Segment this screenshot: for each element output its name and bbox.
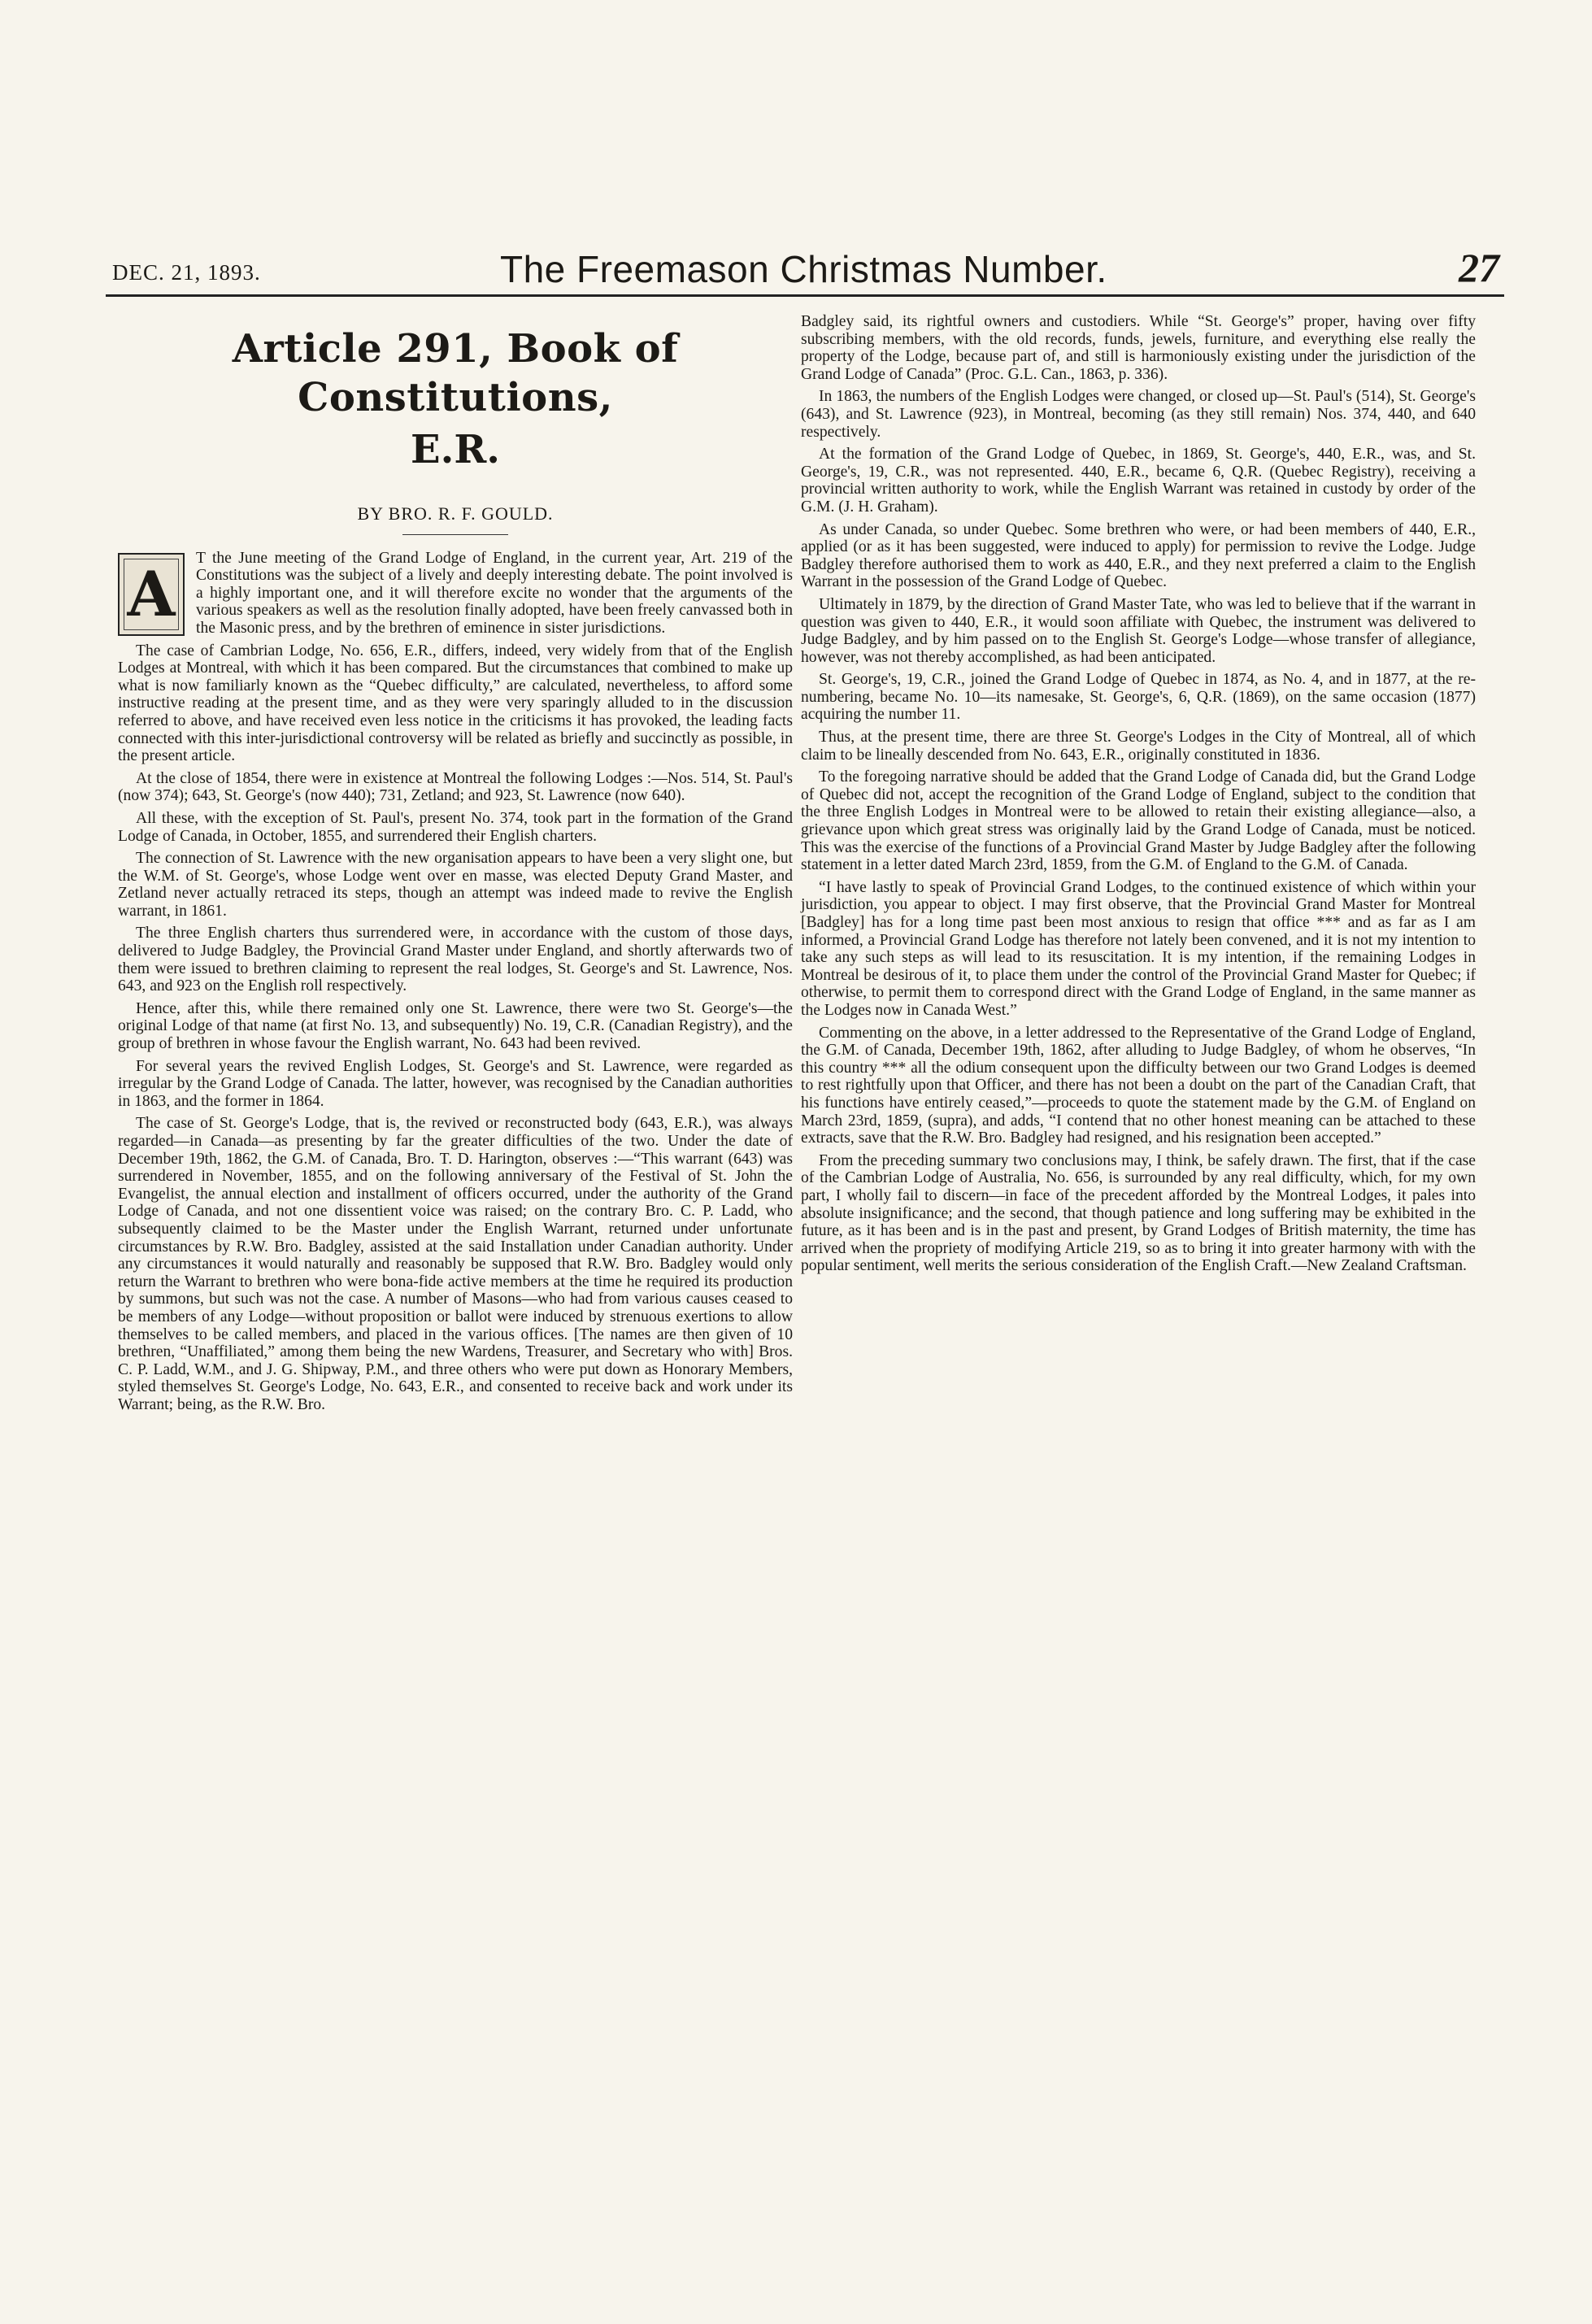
issue-date: DEC. 21, 1893.: [112, 260, 261, 285]
article-subtitle: E.R.: [411, 427, 500, 472]
paragraph: As under Canada, so under Quebec. Some brethren who were, or had been members of 440, E.R., applied (or as it has been suggested, were induced to apply) for permission to revive the Lodge. Judge Badgley therefore authorised them to work as 440, E.R., and they next preferred a claim to the English Warrant in the possession of the Grand Lodge of Quebec.: [801, 520, 1476, 591]
article-title: Article 291, Book of Constitutions,: [232, 326, 679, 420]
paragraph: In 1863, the numbers of the English Lodges were changed, or closed up—St. Paul's (514), St. George's (643), and St. Lawrence (923), in Montreal, becoming (as they still remain) Nos. 374, 440, and 640 respectively.: [801, 388, 1476, 441]
paragraph: From the preceding summary two conclusions may, I think, be safely drawn. The first, that if the case of the Cambrian Lodge of Australia, No. 656, is surrounded by any real difficulty, which, for my own part, I wholly fail to discern—in face of the precedent afforded by the Montreal Lodges, it pales into absolute insignificance; and the second, that though patience and long suffering may be exhibited in the future, as it has been and is in the past and present, by Grand Lodges of British maternity, the time has arrived when the propriety of modifying Article 219, so as to bring it into greater harmony with with the popular sentiment, well merits the serious consideration of the English Craft.—New Zealand Craftsman.: [801, 1151, 1476, 1275]
paragraph: “I have lastly to speak of Provincial Grand Lodges, to the continued existence of which within your jurisdiction, you appear to object. I may first observe, that the Provincial Grand Master for Montreal [Badgley] has for a long time past been most anxious to resign that office *** and as far as I am informed, a Provincial Grand Lodge has therefore not lately been convened, and it is not my intention to take any such steps as will lead to its resuscitation. It is my intention, if the remaining Lodges in Montreal be desirous of it, to place them under the control of the Provincial Grand Master for Quebec; if otherwise, to permit them to correspond direct with the Grand Lodge of England, in the same manner as the Lodges now in Canada West.”: [801, 878, 1476, 1019]
paragraph: At the close of 1854, there were in existence at Montreal the following Lodges :—Nos. 514, St. Paul's (now 374); 643, St. George's (now 440); 731, Zetland; and 923, St. Lawrence (now 640).: [118, 769, 793, 805]
paragraph: All these, with the exception of St. Paul's, present No. 374, took part in the formation of the Grand Lodge of Canada, in October, 1855, and surrendered their English charters.: [118, 809, 793, 845]
header-rule: [106, 294, 1504, 297]
paragraph: Thus, at the present time, there are three St. George's Lodges in the City of Montreal, all of which claim to be lineally descended from No. 643, E.R., originally constituted in 1836.: [801, 729, 1476, 764]
paragraph: Badgley said, its rightful owners and custodiers. While “St. George's” proper, having over fifty subscribing members, with the old records, funds, jewels, furniture, and everything else really the property of the Lodge, because part of, and still is harmoniously existing under the jurisdiction of the Grand Lodge of Canada” (Proc. G.L. Can., 1863, p. 336).: [801, 313, 1476, 383]
running-head: [106, 244, 1504, 293]
paragraph: At the formation of the Grand Lodge of Quebec, in 1869, St. George's, 440, E.R., was, and St. George's, 19, C.R., was not represented. 440, E.R., became 6, Q.R. (Quebec Registry), receiving a provincial written authority to work, while the English Warrant was retained in custody by order of the G.M. (J. H. Graham).: [801, 446, 1476, 516]
paragraph: To the foregoing narrative should be added that the Grand Lodge of Canada did, but the Grand Lodge of Quebec did not, accept the recognition of the Grand Lodge of England, subject to the condition that the three English Lodges in Montreal were to be allowed to retain their existing allegiance—also, a grievance upon which great stress was originally laid by the Grand Lodge of Canada, must be noticed. This was the exercise of the functions of a Provincial Grand Master by Judge Badgley after the following statement in a letter dated March 23rd, 1859, from the G.M. of England to the G.M. of Canada.: [801, 768, 1476, 874]
byline: BY BRO. R. F. GOULD.: [357, 503, 554, 524]
left-column: [118, 313, 793, 1419]
paragraph: [118, 550, 793, 638]
paragraph-text: T the June meeting of the Grand Lodge of England, in the current year, Art. 219 of the Constitutions was the subject of a lively and deeply interesting debate. The point involved is a highly important one, and it will therefore excite no wonder that the arguments of the various speakers as well as the resolution finally adopted, have been freely canvassed both in the Masonic press, and by the brethren of eminence in sister jurisdictions.: [196, 549, 793, 637]
page-number: 27: [1459, 245, 1499, 290]
paragraph: The case of St. George's Lodge, that is, the revived or reconstructed body (643, E.R.), was always regarded—in Canada—as presenting by far the greater difficulties of the two. Under the date of December 19th, 1862, the G.M. of Canada, Bro. T. D. Harington, observes :—“This warrant (643) was surrendered in November, 1855, and on the following anniversary of the Festival of St. John the Evangelist, the annual election and installment of officers occurred, under the authority of the Grand Lodge of Canada, and not one dissentient voice was raised; on the contrary Bro. C. P. Ladd, who subsequently claimed to be the Master under the English Warrant, returned under unfortunate circumstances by R.W. Bro. Badgley, assisted at the said Installation under Canadian authority. Under any circumstances it would naturally and reasonably be supposed that R.W. Bro. Badgley would only return the Warrant to brethren who were bona-fide active members at the time he required its production by summons, but such was not the case. A number of Masons—who had from various causes ceased to be members of any Lodge—without proposition or ballot were induced by strenuous exertions to allow themselves to be called members, and placed in the various offices. [The names are then given of 10 brethren, “Unaffiliated,” among them being the new Wardens, Treasurer, and Secretary who with] Bros. C. P. Ladd, W.M., and J. G. Shipway, P.M., and three others who were put down as Honorary Members, styled themselves St. George's Lodge, No. 643, E.R., and consented to receive back and work under its Warrant; being, as the R.W. Bro.: [118, 1115, 793, 1413]
dropcap-letter: A: [127, 557, 176, 630]
byline-rule: [402, 534, 508, 535]
paragraph: For several years the revived English Lodges, St. George's and St. Lawrence, were regarded as irregular by the Grand Lodge of Canada. The latter, however, was recognised by the Canadian authorities in 1863, and the former in 1864.: [118, 1057, 793, 1110]
paragraph: Ultimately in 1879, by the direction of Grand Master Tate, who was led to believe that if the warrant in question was given to 440, E.R., it would soon affiliate with Quebec, the instrument was delivered to Judge Badgley, and by him passed on to the English St. George's Lodge—whose transfer of allegiance, however, was not thereby accomplished, as had been anticipated.: [801, 595, 1476, 666]
paragraph: The case of Cambrian Lodge, No. 656, E.R., differs, indeed, very widely from that of the English Lodges at Montreal, with which it has been compared. But the circumstances that combined to make up what is now familiarly known as the “Quebec difficulty,” are calculated, nevertheless, to afford some instructive reading at the present time, and as they were very sparingly alluded to in the discussion referred to above, and have received even less notice in the criticisms it has provoked, the leading facts connected with this inter-jurisdictional controversy will be related as briefly and succinctly as possible, in the present article.: [118, 642, 793, 765]
right-column: [801, 313, 1476, 1280]
ornamental-dropcap: [118, 553, 185, 636]
paragraph: Hence, after this, while there remained only one St. Lawrence, there were two St. George's—the original Lodge of that name (at first No. 13, and subsequently) No. 19, C.R. (Canadian Registry), and the group of brethren in whose favour the English warrant, No. 643 had been revived.: [118, 999, 793, 1053]
paragraph: The connection of St. Lawrence with the new organisation appears to have been a very slight one, but the W.M. of St. George's, whose Lodge went over en masse, was elected Deputy Grand Master, and Zetland never actually retraced its steps, though an attempt was indeed made to revive the English warrant, in 1861.: [118, 850, 793, 920]
publication-title: The Freemason Christmas Number.: [500, 248, 1107, 290]
paragraph: Commenting on the above, in a letter addressed to the Representative of the Grand Lodge of England, the G.M. of Canada, December 19th, 1862, after alluding to Judge Badgley, of whom he observes, “In this country *** all the odium consequent upon the difficulty between our two Grand Lodges is deemed to rest rightfully upon that Officer, and there has not been a doubt on the part of the Canadian Craft, that his functions have entirely ceased,”—proceeds to quote the statement made by the G.M. of England on March 23rd, 1859, (supra), and adds, “I contend that no other honest meaning can be attached to these extracts, save that the R.W. Bro. Badgley had resigned, and his resignation been accepted.”: [801, 1024, 1476, 1147]
paragraph: The three English charters thus surrendered were, in accordance with the custom of those days, delivered to Judge Badgley, the Provincial Grand Master under England, and shortly afterwards two of them were issued to brethren claiming to represent the real lodges, St. George's and St. Lawrence, Nos. 643, and 923 on the English roll respectively.: [118, 925, 793, 995]
paragraph: St. George's, 19, C.R., joined the Grand Lodge of Quebec in 1874, as No. 4, and in 1877, at the re-numbering, became No. 10—its namesake, St. George's, 6, Q.R. (1869), on the same occasion (1877) acquiring the number 11.: [801, 671, 1476, 724]
